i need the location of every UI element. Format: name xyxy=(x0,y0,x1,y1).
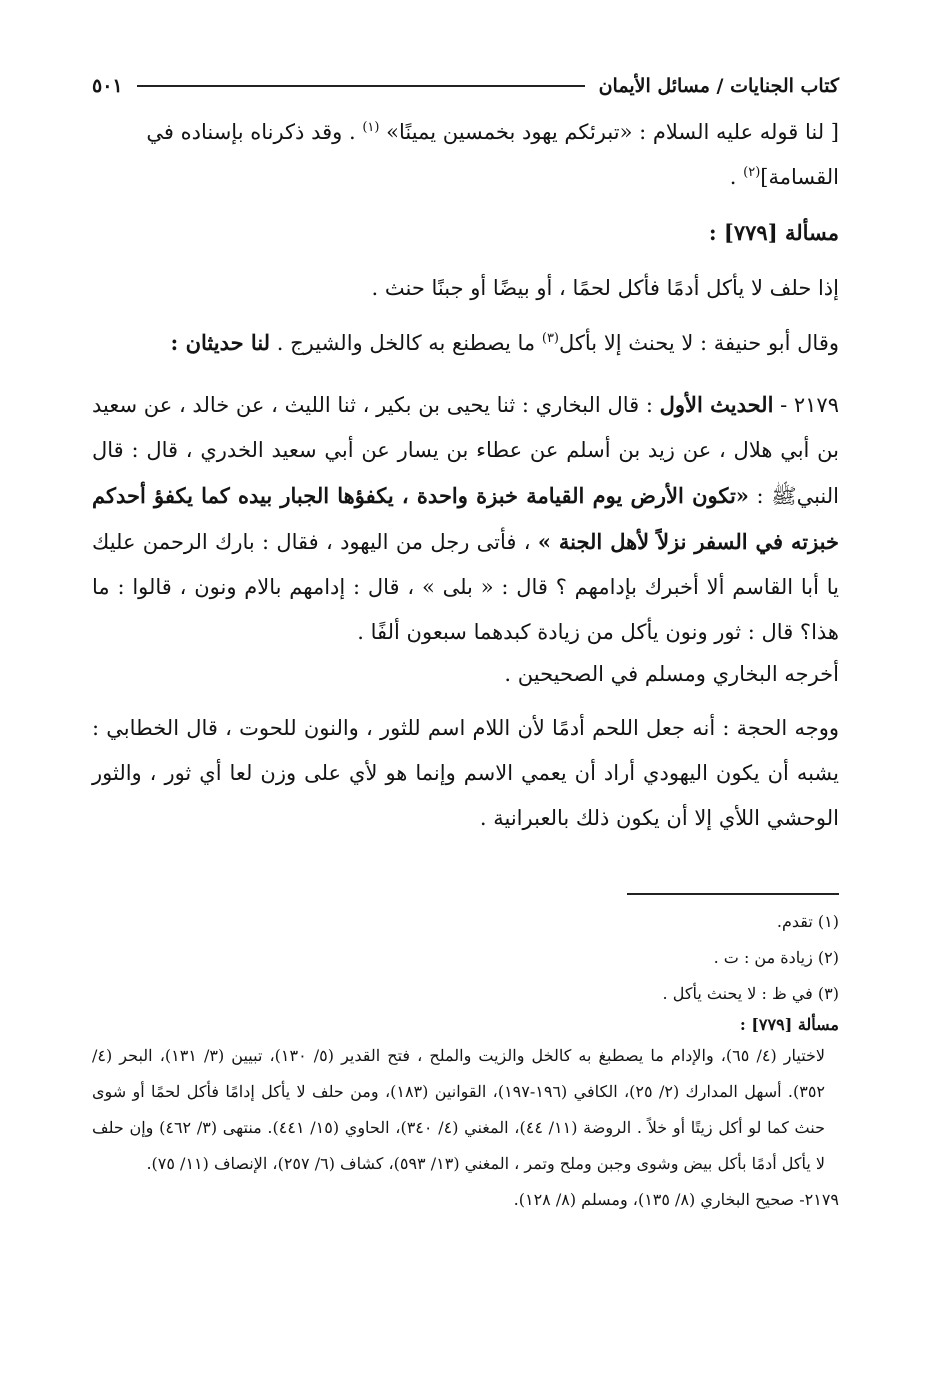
argument-text: : أنه جعل اللحم أدمًا لأن اللام اسم للثور ، والنون للحوت ، قال الخطابي : يشبه أن يكون اليهودي أراد أن يعمي الاسم وإنما هو لأي على وزن لعا أي ثور ، والثور الوحشي اللأي إلا أن يكون ذلك بالعبرانية . xyxy=(92,716,839,830)
footnote-ref-2: (٢) xyxy=(743,165,761,180)
intro-text-end: . وقد ذكرناه بإسناده في xyxy=(146,120,363,144)
footnote-ref-1: (١) xyxy=(362,120,380,135)
hadith-chain: : قال البخاري : ثنا يحيى بن بكير ، ثنا الليث ، عن خالد ، عن سعيد بن أبي هلال ، عن زيد بن أسلم عن عطاء بن يسار عن أبي سعيد الخدري ، قال : قال النبيﷺ : xyxy=(92,393,839,508)
footnote-1: (١) تقدم. xyxy=(776,912,839,931)
footnote-ref-3: (٣) xyxy=(541,331,559,346)
takhrij-paragraph: أخرجه البخاري ومسلم في الصحيحين . xyxy=(504,662,839,686)
abu-hanifa-text: وقال أبو حنيفة : لا يحنث إلا بأكل xyxy=(559,331,839,355)
abu-hanifa-paragraph xyxy=(92,320,839,366)
masala-heading: مسألة [٧٧٩] : xyxy=(708,220,839,245)
intro-text: [ لنا قوله عليه السلام : «تبرئكم يهود بخمسين يمينًا» xyxy=(379,120,839,144)
footnote-masala-sources: لاختيار (٤/ ٦٥)، والإدام ما يصطبغ به كالخل والزيت والملح ، فتح القدير (٥/ ١٣٠)، تبيين (٣/ ١٣١)، البحر (٤/ ٣٥٢). أسهل المدارك (٢/ ٢٥)، الكافي (١٩٦-١٩٧)، القوانين (١٨٣)، ومن حلف لا يأكل إدامًا فأكل لحمًا أو شوى حنث كما لو أكل زيتًا أو خلاً . الروضة (١١/ ٤٤)، المغني (٤/ ٣٤٠)، الحاوي (١٥/ ٤٤١). منتهى (٣/ ٤٦٢) وإن حلف لا يأكل أدمًا بأكل بيض وشوى وجبن وملح وتمر ، المغني (١٣/ ٥٩٣)، كشاف (٦/ ٢٥٧)، الإنصاف (١١/ ٧٥). xyxy=(92,1046,826,1173)
two-hadiths-label: لنا حديثان : xyxy=(170,330,271,355)
ruling-paragraph: إذا حلف لا يأكل أدمًا فأكل لحمًا ، أو بيضًا أو جبنًا حنث . xyxy=(371,276,839,300)
page-header xyxy=(92,68,839,104)
hadith-label: الحديث الأول xyxy=(659,392,774,417)
hadith-continuation: ، فأتى رجل من اليهود ، فقال : بارك الرحمن عليك يا أبا القاسم ألا أخبرك بإدامهم ؟ قال : « بلى » ، قال : إدامهم بالام ونون ، قالوا : ما هذا؟ قال : ثور ونون يأكل من زيادة كبدهما سبعون ألفًا . xyxy=(92,530,839,644)
hadith-quote: «تكون الأرض يوم القيامة خبزة واحدة ، يكفؤها الجبار بيده كما يكفؤ أحدكم خبزته في السفر نزلاً لأهل الجنة » xyxy=(92,483,840,554)
header-rule xyxy=(137,85,585,87)
footnote-rule xyxy=(627,893,839,895)
footnote-hadith-reference: ٢١٧٩- صحيح البخاري (٨/ ١٣٥)، ومسلم (٨/ ١٢٨). xyxy=(513,1190,839,1209)
hadith-paragraph xyxy=(92,382,839,655)
running-title: كتاب الجنايات / مسائل الأيمان xyxy=(598,75,839,97)
page-number: ٥٠١ xyxy=(92,75,123,97)
abu-hanifa-text-end: ما يصطنع به كالخل والشيرج . xyxy=(270,331,542,355)
intro-line2: القسامة] xyxy=(760,165,839,189)
footnotes xyxy=(92,904,839,1218)
intro-line2-end: . xyxy=(729,165,744,189)
argument-paragraph xyxy=(92,706,839,841)
footnote-masala-label: مسألة [٧٧٩] : xyxy=(739,1015,839,1034)
footnote-2: (٢) زيادة من : ت . xyxy=(713,948,839,967)
argument-label: ووجه الحجة xyxy=(736,716,839,740)
hadith-number: ٢١٧٩ - xyxy=(773,393,839,417)
footnote-3: (٣) في ظ : لا يحنث يأكل . xyxy=(662,984,839,1003)
intro-paragraph xyxy=(92,110,839,200)
